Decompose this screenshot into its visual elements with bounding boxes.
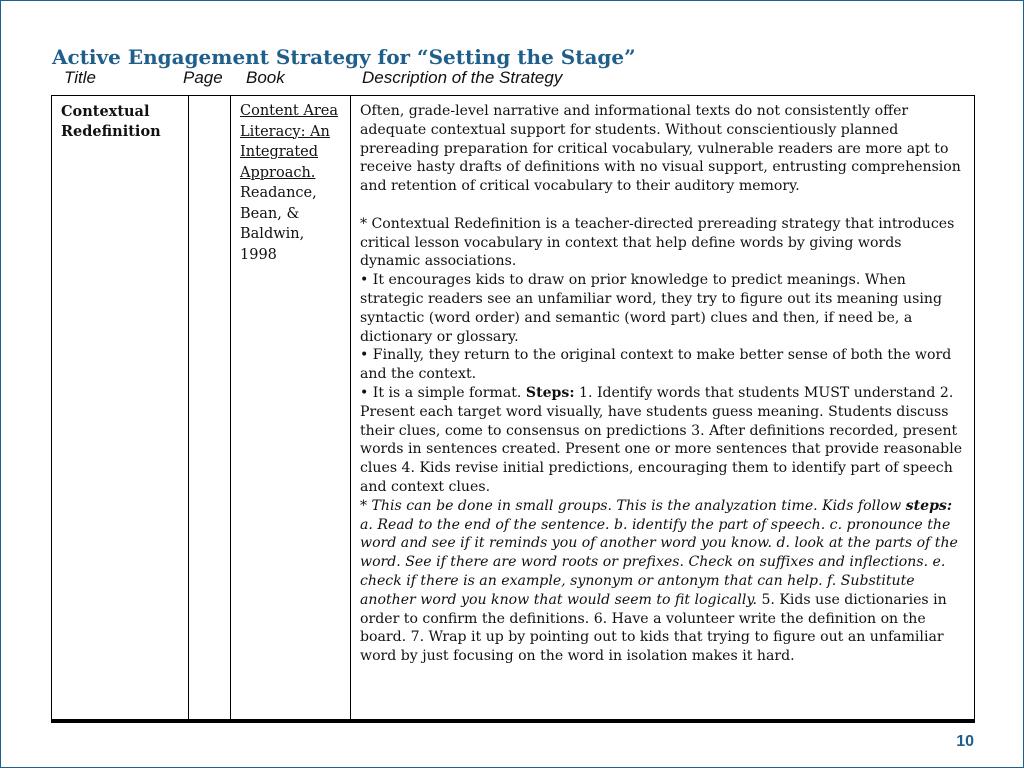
- book-cell: [231, 96, 351, 723]
- strategy-title: Contextual Redefinition: [61, 103, 161, 140]
- description-point-1: * Contextual Redefinition is a teacher-directed prereading strategy that introduces critical lesson vocabulary in context that help define words by giving words dynamic associations.: [360, 215, 955, 270]
- description-point-5: [360, 497, 965, 666]
- slide-title: Active Engagement Strategy for “Setting the Stage”: [52, 45, 636, 69]
- point-5-italic-rest: a. Read to the end of the sentence. b. identify the part of speech. c. pronounce the word and see if it reminds you of another word you know. d. look at the parts of the word. See if there are word roots or prefixes. Check on suffixes and inflections. e. check if there is an example, synonym or antonym that can help. f. Substitute another word you know that would seem to fit logically.: [360, 516, 958, 608]
- table-bottom-rule: [51, 719, 974, 722]
- table-row: [52, 96, 975, 723]
- point-5-star: *: [360, 497, 372, 514]
- point-4-rest: 1. Identify words that students MUST understand 2. Present each target word visually, have students guess meaning. Students discuss their clues, come to consensus on predictions 3. After definitions recorded, present words in sentences created. Present one or more sentences that provide reasonable clues 4. Kids revise initial predictions, encouraging them to identify part of speech and context clues.: [360, 384, 963, 495]
- description-intro: Often, grade-level narrative and informational texts do not consistently offer adequate contextual support for students. Without conscientiously planned prereading preparation for critical vocabulary, vulnerable readers are more apt to receive hasty drafts of definitions with no visual support, entrusting comprehension and retention of critical vocabulary to their auditory memory.: [360, 103, 961, 195]
- description-point-3: • Finally, they return to the original context to make better sense of both the word and the context.: [360, 347, 952, 383]
- steps-label: Steps:: [525, 384, 575, 401]
- point-5-steps-label: steps:: [905, 497, 953, 514]
- strategy-table: [51, 95, 975, 723]
- book-authors: Readance, Bean, & Baldwin, 1998: [240, 185, 317, 263]
- column-header-page: Page: [183, 68, 223, 87]
- column-header-title: Title: [64, 68, 96, 87]
- page-cell: [189, 96, 231, 723]
- point-5-rest: 5. Kids use dictionaries in order to confirm the definitions. 6. Have a volunteer write the definition on the board. 7. Wrap it up by pointing out to kids that trying to figure out an unfamiliar word by just focusing on the word in isolation makes it hard.: [360, 591, 947, 665]
- strategy-title-cell: [52, 96, 189, 723]
- book-title: Content Area Literacy: An Integrated Approach.: [240, 103, 338, 181]
- column-header-description: Description of the Strategy: [362, 68, 563, 87]
- point-4-lead: • It is a simple format.: [360, 384, 526, 401]
- description-point-2: • It encourages kids to draw on prior knowledge to predict meanings. When strategic readers see an unfamiliar word, they try to figure out its meaning using syntactic (word order) and semantic (word part) clues and then, if need be, a dictionary or glossary.: [360, 272, 942, 345]
- description-cell: [351, 96, 975, 723]
- page-number: 10: [956, 733, 974, 750]
- description-point-4: [360, 384, 965, 497]
- column-header-book: Book: [246, 68, 285, 87]
- point-5-italic-lead: This can be done in small groups. This is the analyzation time. Kids follow: [371, 497, 906, 514]
